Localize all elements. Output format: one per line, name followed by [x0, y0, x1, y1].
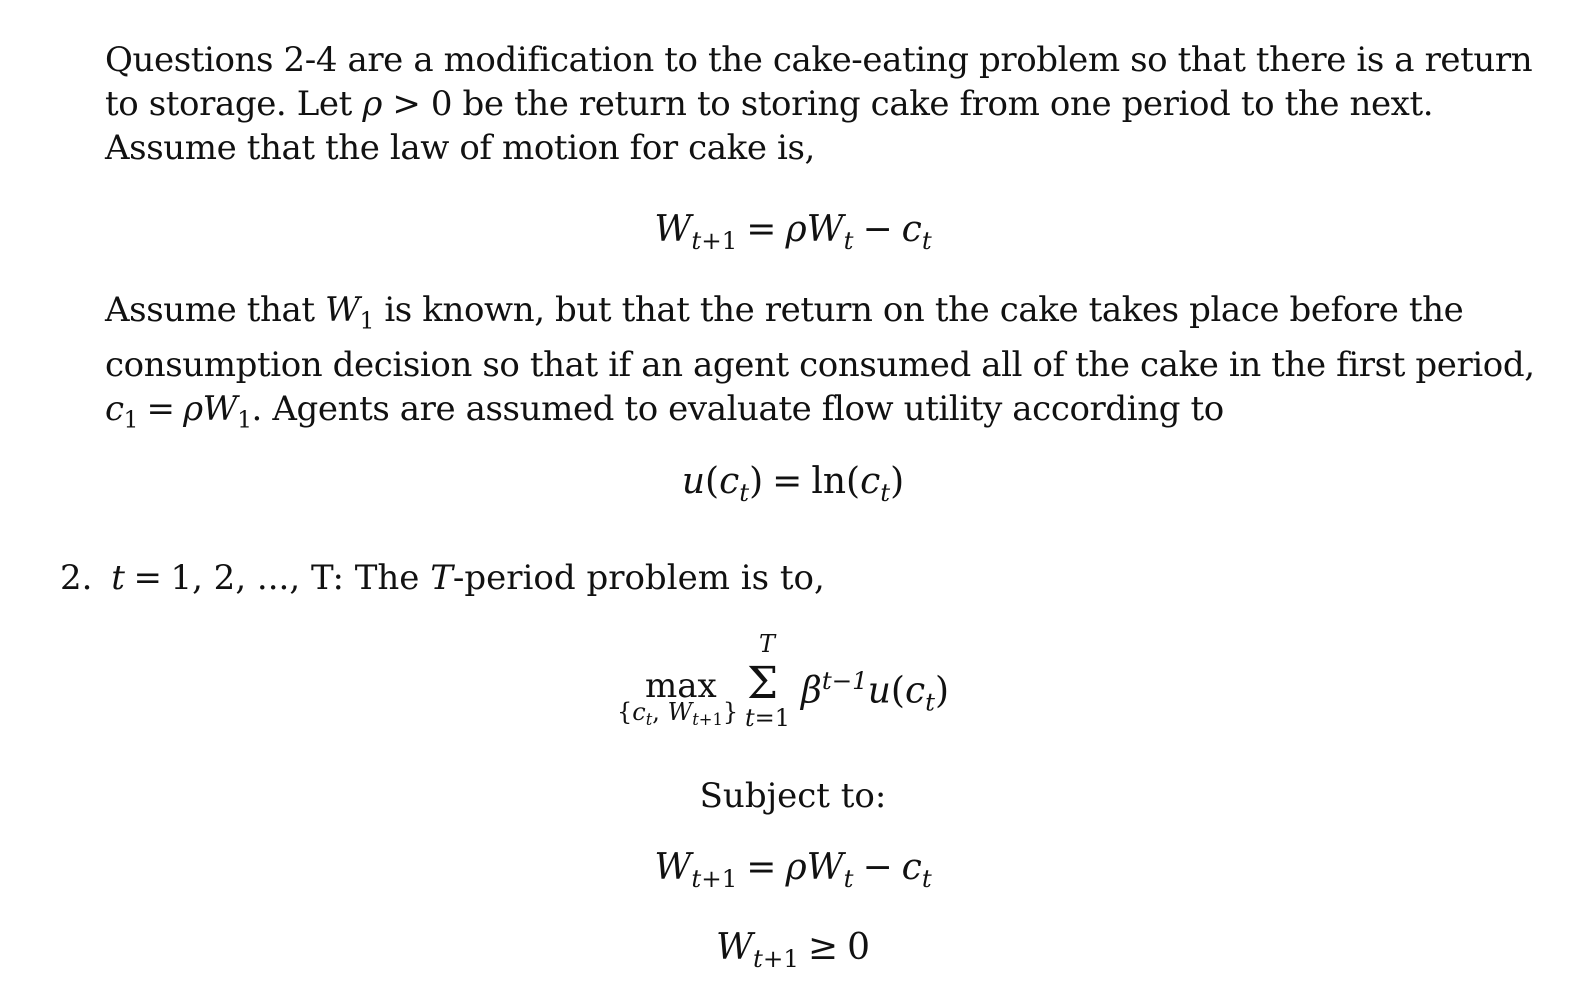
- subject-to-label: Subject to:: [699, 776, 887, 816]
- sum-upper-limit: T: [759, 630, 776, 658]
- intro-line-3: Assume that the law of motion for cake is,: [105, 128, 815, 168]
- utility-equation: $u(c_t) = \ln(c_t)$: [681, 461, 905, 507]
- max-subscript: {$c_t$, $W_{t+1}$}: [617, 698, 739, 730]
- assumption-paragraph: [105, 288, 1535, 443]
- max-operator: max: [645, 666, 717, 706]
- law-of-motion-equation: $W_{t+1} = \rho W_t - c_t$: [654, 209, 932, 255]
- question-2-heading: 2. t = 1, 2, ..., T: The T-period problem is to,: [60, 558, 825, 598]
- assumption-line-1: Assume that $W_1$ is known, but that the return on the cake takes place before the: [105, 290, 1464, 335]
- assumption-line-2: consumption decision so that if an agent consumed all of the cake in the first period,: [105, 345, 1535, 386]
- intro-paragraph: [105, 38, 1533, 170]
- objective-body: $\beta^{t-1}u(c_t)$: [801, 666, 950, 717]
- sum-lower-limit: t=1: [745, 704, 791, 732]
- assumption-line-3: $c_1 = \rho W_1$. Agents are assumed to evaluate flow utility according to: [105, 389, 1224, 434]
- question-number: 2.: [60, 558, 93, 598]
- intro-line-1: Questions 2-4 are a modification to the cake-eating problem so that there is a return: [105, 40, 1533, 80]
- summation-symbol: Σ: [747, 658, 779, 709]
- constraint-nonnegativity: $W_{t+1} \ge 0$: [715, 927, 870, 973]
- objective-equation: [615, 628, 975, 738]
- constraint-law-of-motion: $W_{t+1} = \rho W_t - c_t$: [654, 847, 932, 893]
- intro-line-2: to storage. Let ρ > 0 be the return to storing cake from one period to the next.: [105, 84, 1434, 124]
- question-range: 1, 2, ..., T: [170, 558, 333, 598]
